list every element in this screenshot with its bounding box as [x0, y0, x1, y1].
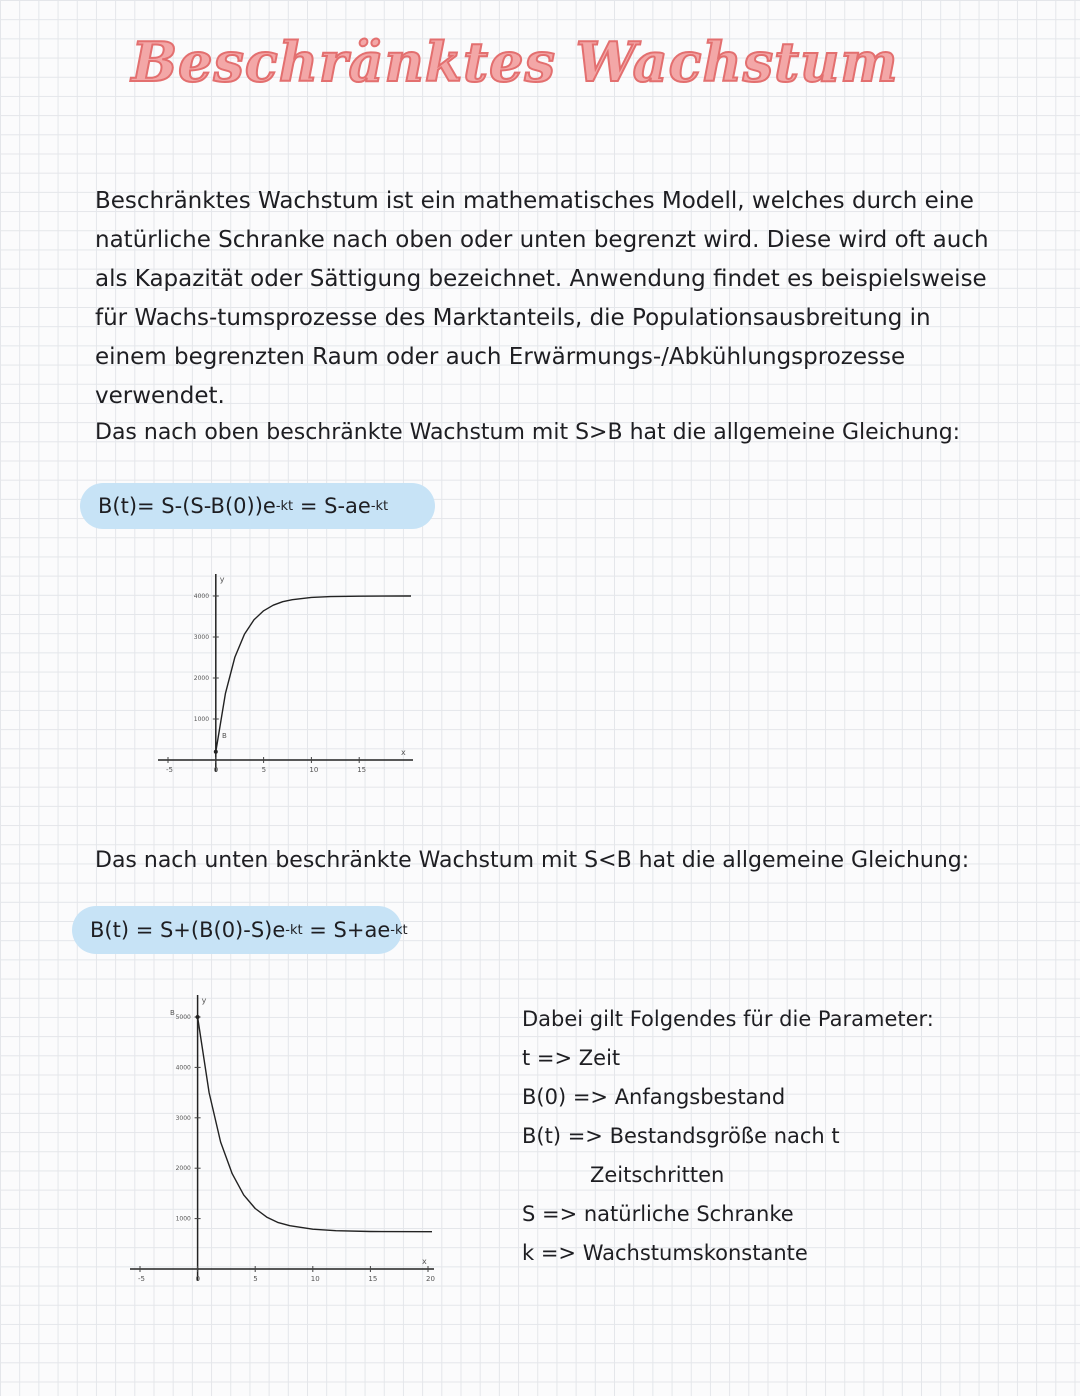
upper-chart-series-line	[216, 596, 411, 752]
upper-formula-right: S-ae	[324, 494, 371, 518]
parameter-list	[522, 1000, 942, 1273]
upper-chart-y-tick-label: 1000	[193, 716, 210, 723]
parameter-b0: B(0) => Anfangsbestand	[522, 1085, 786, 1109]
lower-formula-left-exponent: -kt	[285, 922, 303, 938]
upper-chart-start-point-label: B	[222, 732, 227, 740]
lower-chart-start-point	[196, 1015, 200, 1019]
parameter-s: S => natürliche Schranke	[522, 1202, 794, 1226]
upper-chart-y-tick-label: 3000	[193, 634, 210, 641]
lower-chart-series-line	[198, 1017, 432, 1232]
lower-formula-right: S+ae	[333, 918, 391, 942]
upper-formula-box	[80, 483, 435, 529]
lower-chart-start-point-label: B	[170, 1009, 175, 1017]
upper-formula-equals: =	[293, 494, 325, 518]
upper-chart-start-point	[214, 750, 218, 754]
lower-formula-box	[72, 906, 408, 954]
parameter-t: t => Zeit	[522, 1046, 621, 1070]
lower-formula-left: B(t) = S+(B(0)-S)e	[90, 918, 286, 942]
lower-chart-x-tick-label: -5	[138, 1275, 145, 1283]
lower-chart-x-tick-label: 10	[310, 1275, 320, 1283]
parameter-bt-continued: Zeitschritten	[590, 1163, 725, 1187]
lower-chart-y-tick-label: 4000	[175, 1064, 191, 1072]
upper-chart-x-tick-label: -5	[166, 766, 173, 774]
lower-chart-y-tick-label: 2000	[175, 1165, 191, 1173]
lower-chart-x-tick-label: 5	[253, 1275, 258, 1283]
upper-chart-x-tick-label: 5	[261, 766, 267, 774]
upper-chart-x-axis-label: x	[401, 748, 406, 757]
lower-chart-x-tick-label: 0	[195, 1275, 201, 1283]
upper-formula-right-exponent: -kt	[370, 498, 389, 514]
lower-formula-equals: =	[302, 918, 334, 942]
parameter-heading: Dabei gilt Folgendes für die Parameter:	[522, 1007, 934, 1031]
lower-chart-y-tick-label: 3000	[175, 1114, 191, 1122]
lower-chart-x-tick-label: 20	[426, 1275, 435, 1283]
upper-chart-y-tick-label: 4000	[193, 593, 210, 600]
upper-chart-y-tick-label: 2000	[193, 675, 210, 682]
lower-chart-y-tick-label: 1000	[175, 1215, 191, 1223]
lower-chart-x-axis-label: x	[422, 1257, 427, 1266]
upper-chart-x-tick-label: 15	[357, 766, 367, 774]
parameter-k: k => Wachstumskonstante	[522, 1241, 808, 1265]
upper-formula-left-exponent: -kt	[275, 498, 294, 514]
upper-chart-x-tick-label: 0	[213, 766, 219, 774]
lower-chart-y-axis-label: y	[201, 996, 207, 1005]
intro-paragraph: Beschränktes Wachstum ist ein mathematisches Modell, welches durch eine natürliche Schranke nach oben oder unten begrenzt wird. Diese wird oft auch als Kapazität oder Sättigung bezeichnet. Anwendung findet es beispielsweise für Wachs-tumsprozesse des Marktanteils, die Populationsausbreitung in einem begrenzten Raum oder auch Erwärmungs-/Abkühlungsprozesse verwendet.	[95, 188, 989, 409]
parameter-bt: B(t) => Bestandsgröße nach t	[522, 1124, 840, 1148]
lower-chart-y-tick-label: 5000	[175, 1014, 191, 1021]
upper-chart-y-axis-label: y	[219, 575, 225, 584]
lower-growth-chart	[110, 995, 440, 1285]
upper-growth-chart	[100, 560, 430, 785]
page-title: Beschränktes Wachstum	[131, 30, 899, 94]
lower-chart-x-tick-label: 15	[368, 1275, 378, 1283]
upper-formula-left: B(t)= S-(S-B(0))e	[98, 494, 276, 518]
upper-chart-x-tick-label: 10	[309, 766, 319, 774]
lower-growth-sentence: Das nach unten beschränkte Wachstum mit S<B hat die allgemeine Gleichung:	[95, 848, 970, 873]
upper-growth-sentence: Das nach oben beschränkte Wachstum mit S>B hat die allgemeine Gleichung:	[95, 420, 961, 445]
lower-formula-right-exponent: -kt	[390, 922, 408, 938]
